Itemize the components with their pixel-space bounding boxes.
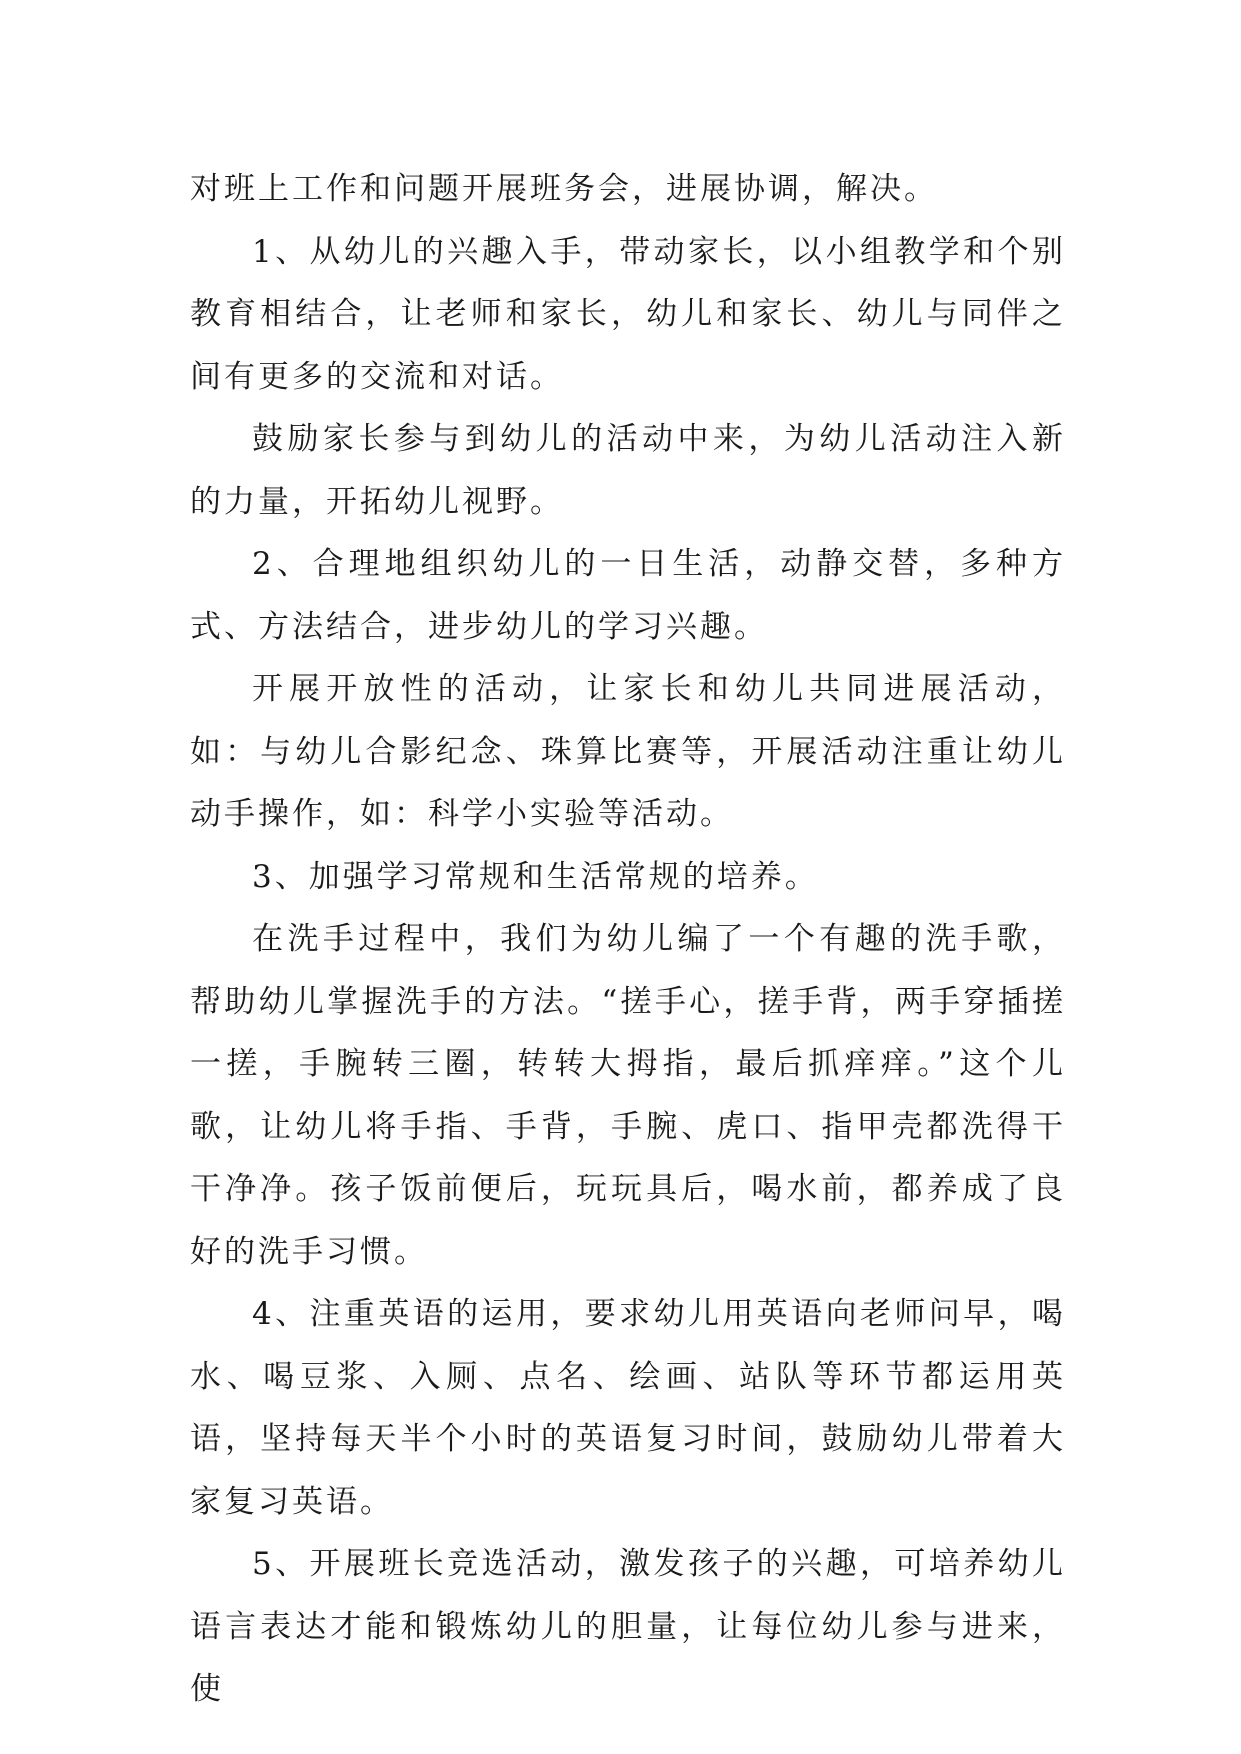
paragraph-2: 1、从幼儿的兴趣入手，带动家长，以小组教学和个别教育相结合，让老师和家长，幼儿和家长、幼儿与同伴之间有更多的交流和对话。 bbox=[190, 233, 1066, 395]
paragraph-3: 鼓励家长参与到幼儿的活动中来，为幼儿活动注入新的力量，开拓幼儿视野。 bbox=[190, 421, 1066, 520]
document-body bbox=[190, 158, 1066, 1721]
paragraph-4: 2、合理地组织幼儿的一日生活，动静交替，多种方式、方法结合，进步幼儿的学习兴趣。 bbox=[190, 546, 1066, 645]
paragraph-7: 在洗手过程中，我们为幼儿编了一个有趣的洗手歌，帮助幼儿掌握洗手的方法。“搓手心，搓手背，两手穿插搓一搓，手腕转三圈，转转大拇指，最后抓痒痒。”这个儿歌，让幼儿将手指、手背，手腕、虎口、指甲壳都洗得干干净净。孩子饭前便后，玩玩具后，喝水前，都养成了良好的洗手习惯。 bbox=[190, 921, 1066, 1270]
paragraph-9: 5、开展班长竞选活动，激发孩子的兴趣，可培养幼儿语言表达才能和锻炼幼儿的胆量，让每位幼儿参与进来，使 bbox=[190, 1546, 1066, 1707]
paragraph-6: 3、加强学习常规和生活常规的培养。 bbox=[252, 858, 819, 895]
paragraph-1: 对班上工作和问题开展班务会，进展协调，解决。 bbox=[190, 171, 938, 207]
paragraph-5: 开展开放性的活动，让家长和幼儿共同进展活动，如：与幼儿合影纪念、珠算比赛等，开展活动注重让幼儿动手操作，如：科学小实验等活动。 bbox=[190, 671, 1066, 832]
paragraph-8: 4、注重英语的运用，要求幼儿用英语向老师问早，喝水、喝豆浆、入厕、点名、绘画、站队等环节都运用英语，坚持每天半个小时的英语复习时间，鼓励幼儿带着大家复习英语。 bbox=[190, 1296, 1066, 1520]
